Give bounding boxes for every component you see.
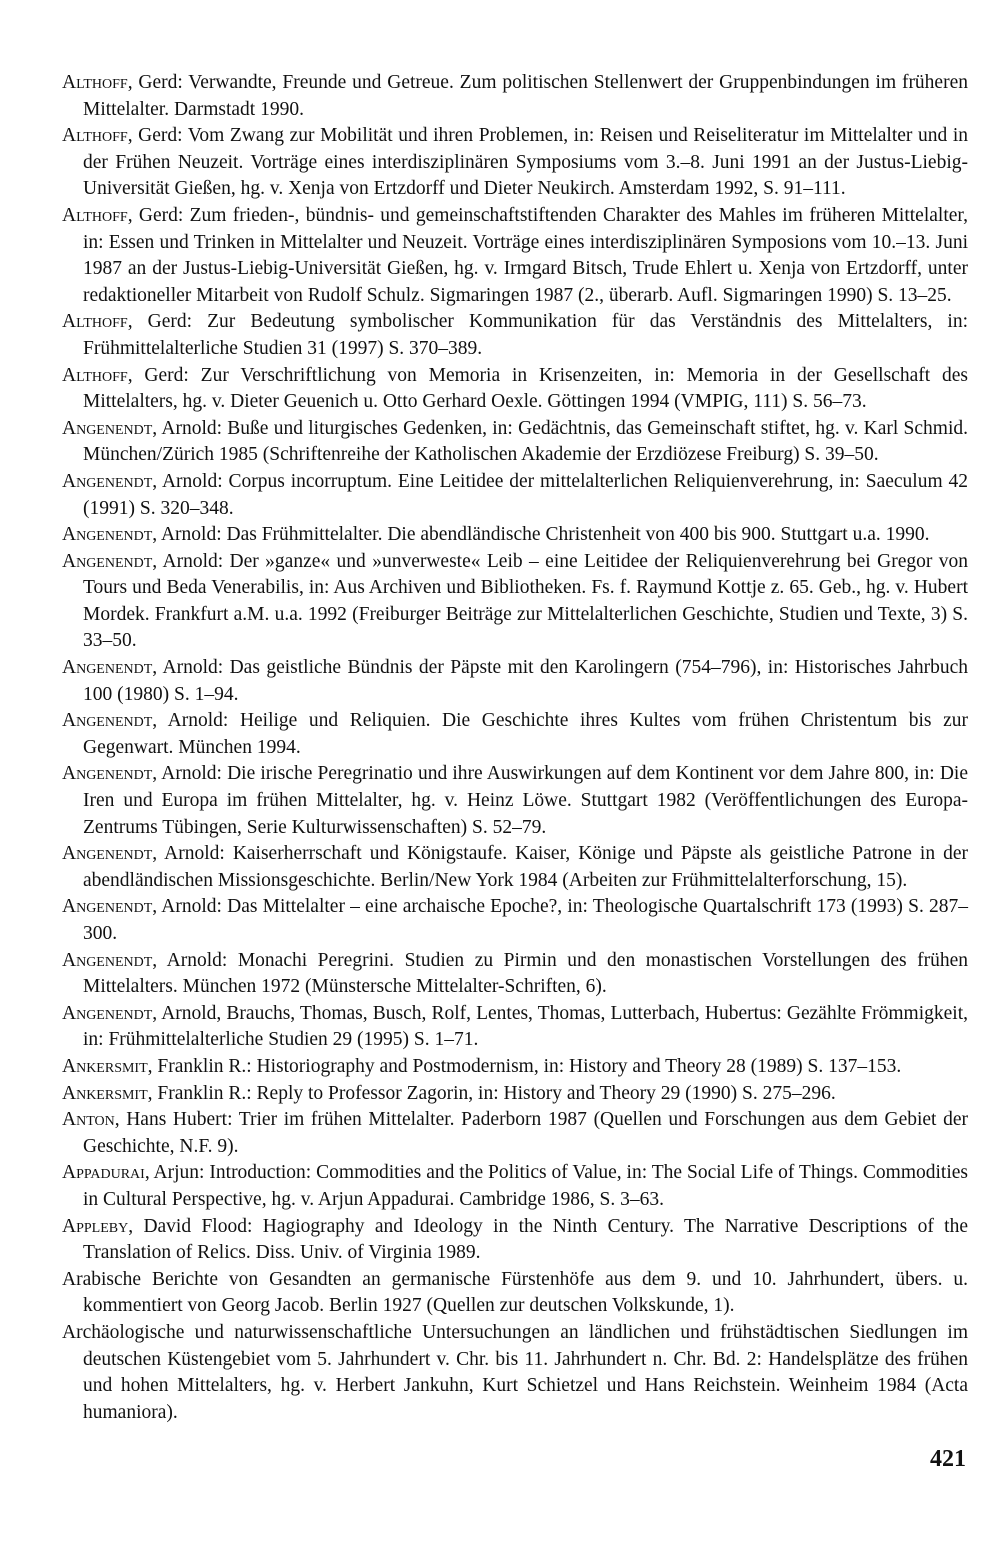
entry-author: Althoff xyxy=(62,311,128,333)
entry-text: , Arnold: Corpus incorruptum. Eine Leitidee der mittelalterlichen Reliquienverehrung, in: Saeculum 42 (1991) S. 320–348. xyxy=(83,470,968,519)
entry-author: Anton xyxy=(62,1109,115,1131)
bibliography-entry xyxy=(62,1001,968,1054)
entry-text: , Gerd: Zum frieden-, bündnis- und gemeinschaftstiftenden Charakter des Mahles im früheren Mittelalter, in: Essen und Trinken in Mittelalter und Neuzeit. Vorträge eines interdisziplinären Symposions vom 10.–13. Juni 1987 an der Justus-Liebig-Universität Gießen, hg. v. Irmgard Bitsch, Trude Ehlert u. Xenja von Ertzdorff, unter redaktioneller Mitarbeit von Rudolf Schulz. Sigmaringen 1987 (2., überarb. Aufl. Sigmaringen 1990) S. 13–25. xyxy=(83,204,968,306)
entry-author: Angenendt xyxy=(62,710,153,732)
bibliography-entry xyxy=(62,1160,968,1213)
bibliography-entry xyxy=(62,469,968,522)
bibliography-entry xyxy=(62,1214,968,1267)
entry-author: Appleby xyxy=(62,1215,129,1237)
bibliography-entry xyxy=(62,1267,968,1320)
entry-text: , Arnold: Das Frühmittelalter. Die abendländische Christenheit von 400 bis 900. Stuttgart u.a. 1990. xyxy=(152,524,930,546)
entry-text: , Gerd: Zur Bedeutung symbolischer Kommunikation für das Verständnis des Mittelalters, in: Frühmittelalterliche Studien 31 (1997) S. 370–389. xyxy=(83,311,968,359)
entry-text: , Arjun: Introduction: Commodities and the Politics of Value, in: The Social Life of Things. Commodities in Cultural Perspective, hg. v. Arjun Appadurai. Cambridge 1986, S. 3–63. xyxy=(83,1162,968,1210)
bibliography-entry xyxy=(62,309,968,362)
entry-text: , Franklin R.: Reply to Professor Zagorin, in: History and Theory 29 (1990) S. 275–296. xyxy=(147,1082,836,1104)
bibliography-entry xyxy=(62,416,968,469)
entry-author: Ankersmit xyxy=(62,1055,148,1077)
entry-text: , Hans Hubert: Trier im frühen Mittelalter. Paderborn 1987 (Quellen und Forschungen aus dem Gebiet der Geschichte, N.F. 9). xyxy=(83,1109,968,1157)
entry-author: Althoff xyxy=(62,125,128,147)
entry-text: , Franklin R.: Historiography and Postmodernism, in: History and Theory 28 (1989) S. 137–153. xyxy=(147,1055,902,1077)
entry-author: Althoff xyxy=(62,72,128,93)
bibliography-entry xyxy=(62,841,968,894)
entry-author: Appadurai xyxy=(62,1162,145,1184)
entry-author: Angenendt xyxy=(62,657,153,679)
entry-text: , Gerd: Verwandte, Freunde und Getreue. Zum politischen Stellenwert der Gruppenbindungen im früheren Mittelalter. Darmstadt 1990. xyxy=(83,72,968,120)
bibliography-entry xyxy=(62,70,968,123)
bibliography-entry xyxy=(62,203,968,309)
bibliography-entry xyxy=(62,549,968,655)
entry-author: Althoff xyxy=(62,204,128,226)
entry-text: , Arnold: Kaiserherrschaft und Königstaufe. Kaiser, Könige und Päpste als geistliche Patrone in der abendländischen Missionsgeschichte. Berlin/New York 1984 (Arbeiten zur Frühmittelalterforschung, 15). xyxy=(83,843,968,891)
entry-text: , Arnold: Das Mittelalter – eine archaische Epoche?, in: Theologische Quartalschrift 173 (1993) S. 287–300. xyxy=(83,896,968,944)
bibliography-entry xyxy=(62,1054,968,1081)
entry-author: Angenendt xyxy=(62,524,153,546)
entry-author: Angenendt xyxy=(62,763,153,785)
bibliography-entry xyxy=(62,761,968,841)
bibliography-entry xyxy=(62,363,968,416)
entry-text: , Gerd: Zur Verschriftlichung von Memoria in Krisenzeiten, in: Memoria in der Gesellschaft des Mittelalters, hg. v. Dieter Geuenich u. Otto Gerhard Oexle. Göttingen 1994 (VMPIG, 111) S. 56–73. xyxy=(83,364,968,413)
entry-text: , Gerd: Vom Zwang zur Mobilität und ihren Problemen, in: Reisen und Reiseliteratur im Mittelalter und in der Frühen Neuzeit. Vorträge eines interdisziplinären Symposiums vom 3.–8. Juni 1991 an der Justus-Liebig-Universität Gießen, hg. v. Xenja von Ertzdorff und Dieter Neukirch. Amsterdam 1992, S. 91–111. xyxy=(83,125,968,200)
bibliography-entry xyxy=(62,948,968,1001)
entry-text: , Arnold, Brauchs, Thomas, Busch, Rolf, Lentes, Thomas, Lutterbach, Hubertus: Gezählte Frömmigkeit, in: Frühmittelalterliche Studien 29 (1995) S. 1–71. xyxy=(83,1002,968,1051)
bibliography-entry xyxy=(62,708,968,761)
entry-author: Althoff xyxy=(62,364,128,386)
bibliography-entry xyxy=(62,522,968,549)
entry-author: Angenendt xyxy=(62,470,153,492)
bibliography-entry xyxy=(62,1081,968,1108)
entry-text: , Arnold: Buße und liturgisches Gedenken, in: Gedächtnis, das Gemeinschaft stiftet, hg. v. Karl Schmid. München/Zürich 1985 (Schriftenreihe der Katholischen Akademie der Erzdiözese Freiburg) S. 39–50. xyxy=(83,417,968,466)
entry-text: , David Flood: Hagiography and Ideology in the Ninth Century. The Narrative Descriptions of the Translation of Relics. Diss. Univ. of Virginia 1989. xyxy=(83,1215,968,1264)
entry-text: , Arnold: Heilige und Reliquien. Die Geschichte ihres Kultes vom frühen Christentum bis zur Gegenwart. München 1994. xyxy=(83,710,968,758)
entry-author: Angenendt xyxy=(62,896,153,918)
entry-text: , Arnold: Das geistliche Bündnis der Päpste mit den Karolingern (754–796), in: Historisches Jahrbuch 100 (1980) S. 1–94. xyxy=(83,657,968,705)
entry-author: Angenendt xyxy=(62,949,153,971)
entry-text: Arabische Berichte von Gesandten an germanische Fürstenhöfe aus dem 9. und 10. Jahrhundert, übers. u. kommentiert von Georg Jacob. Berlin 1927 (Quellen zur deutschen Volkskunde, 1). xyxy=(62,1268,968,1317)
bibliography-entry xyxy=(62,894,968,947)
entry-text: , Arnold: Der »ganze« und »unverweste« Leib – eine Leitidee der Reliquienverehrung bei Gregor von Tours und Beda Venerabilis, in: Aus Archiven und Bibliotheken. Fs. f. Raymund Kottje z. 65. Geb., hg. v. Hubert Mordek. Frankfurt a.M. u.a. 1992 (Freiburger Beiträge zur Mittelalterlichen Geschichte, Studien und Texte, 3) S. 33–50. xyxy=(83,550,968,652)
bibliography-list xyxy=(62,70,968,1426)
bibliography-entry xyxy=(62,655,968,708)
bibliography-entry xyxy=(62,123,968,203)
page-number: 421 xyxy=(930,1446,966,1472)
bibliography-entry xyxy=(62,1107,968,1160)
entry-author: Angenendt xyxy=(62,417,153,439)
entry-text: , Arnold: Monachi Peregrini. Studien zu Pirmin und den monastischen Vorstellungen des frühen Mittelalters. München 1972 (Münstersche Mittelalter-Schriften, 6). xyxy=(83,949,968,998)
entry-text: , Arnold: Die irische Peregrinatio und ihre Auswirkungen auf dem Kontinent vor dem Jahre 800, in: Die Iren und Europa im frühen Mittelalter, hg. v. Heinz Löwe. Stuttgart 1982 (Veröffentlichungen des Europa-Zentrums Tübingen, Serie Kulturwissenschaften) S. 52–79. xyxy=(83,763,968,838)
entry-text: Archäologische und naturwissenschaftliche Untersuchungen an ländlichen und frühstädtischen Siedlungen im deutschen Küstengebiet vom 5. Jahrhundert v. Chr. bis 11. Jahrhundert n. Chr. Bd. 2: Handelsplätze des frühen und hohen Mittelalters, hg. v. Herbert Jankuhn, Kurt Schietzel und Hans Reichstein. Weinheim 1984 (Acta humaniora). xyxy=(62,1321,968,1423)
entry-author: Ankersmit xyxy=(62,1082,148,1104)
bibliography-entry xyxy=(62,1320,968,1426)
entry-author: Angenendt xyxy=(62,1002,153,1024)
entry-author: Angenendt xyxy=(62,843,153,865)
entry-author: Angenendt xyxy=(62,550,153,572)
